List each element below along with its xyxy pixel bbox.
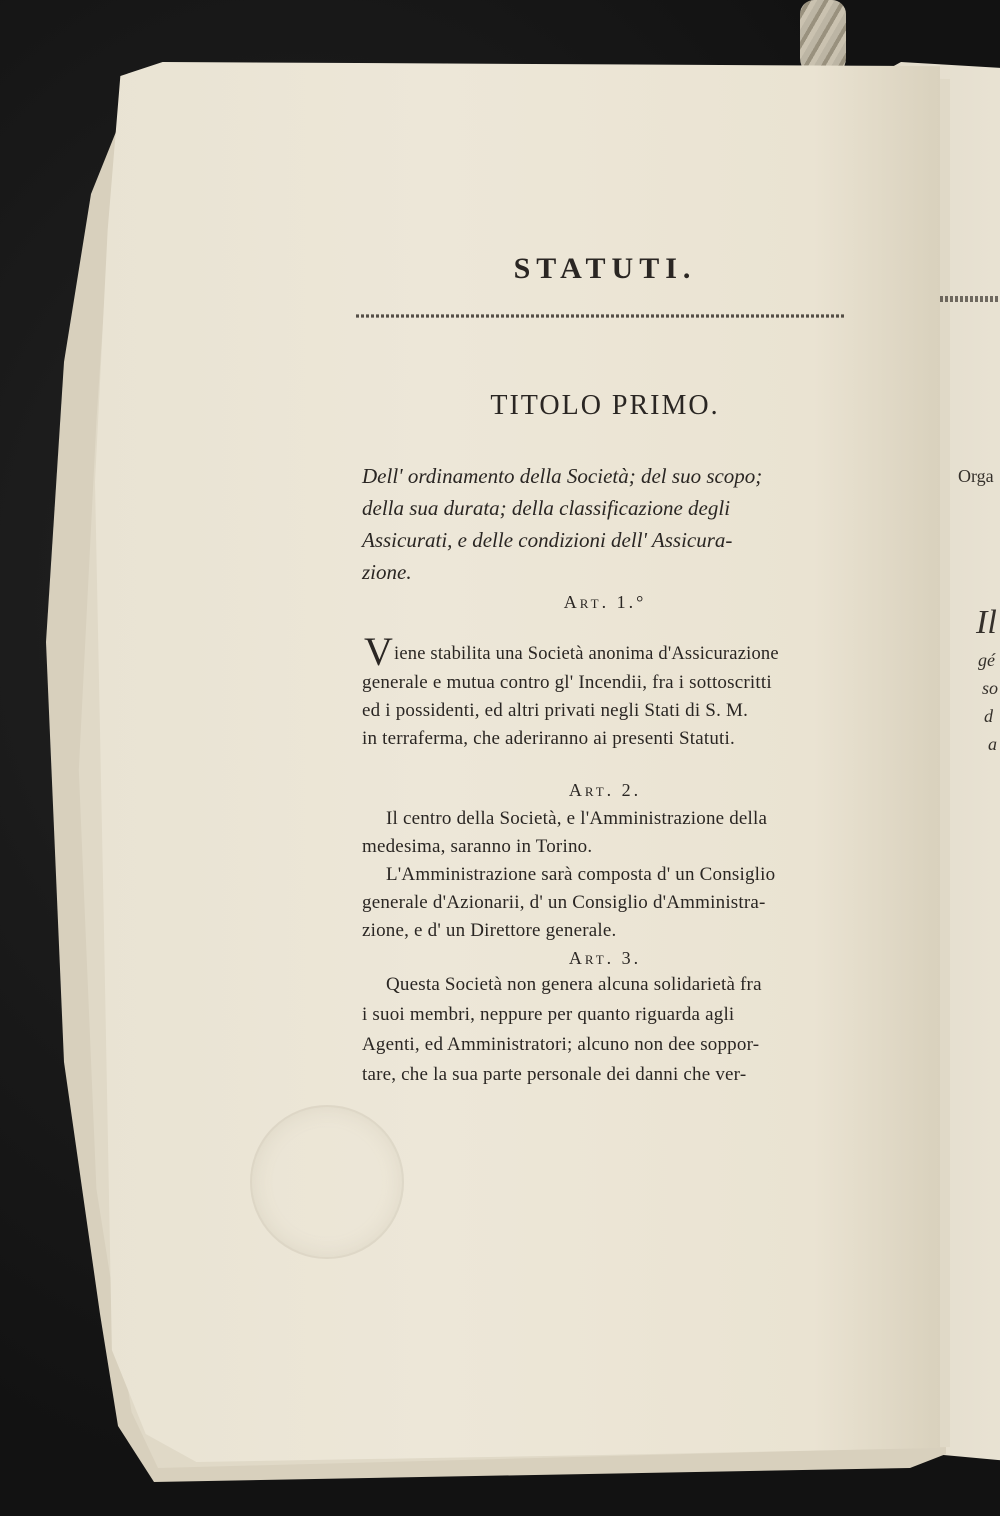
right-page-fragment: Orga [958,466,994,486]
article-3-line: i suoi membri, neppure per quanto riguarda agli [362,1004,735,1025]
article-2-line: L'Amministrazione sarà composta d' un Consiglio [386,864,776,885]
embossed-seal [250,1105,404,1259]
right-page-fragment: gé [978,650,995,670]
subtitle-line: Assicurati, e delle condizioni dell' Assicura- [362,528,733,552]
article-2-line: zione, e d' un Direttore generale. [362,920,617,941]
right-page-fragment: d [984,706,993,726]
article-3-heading: Art. 3. [568,948,642,968]
article-2-heading: Art. 2. [568,780,642,800]
article-1-line: in terraferma, che aderiranno ai presenti Statuti. [362,728,735,749]
right-page-rule [940,296,1000,302]
subtitle-line: Dell' ordinamento della Società; del suo scopo; [362,464,763,488]
article-3-line: tare, che la sua parte personale dei danni che ver- [362,1064,747,1085]
article-1-heading: Art. 1.° [563,592,647,612]
right-page-fragment: Il [976,604,997,641]
article-1-line: ed i possidenti, ed altri privati negli Stati di S. M. [362,700,749,721]
article-1-line: iene stabilita una Società anonima d'Assicurazione [394,644,779,664]
right-page-fragment: a [988,734,997,754]
subtitle-line: zione. [362,560,412,584]
page-header: STATUTI. [513,252,697,285]
section-title: TITOLO PRIMO. [490,390,720,421]
article-2-line: Il centro della Società, e l'Amministrazione della [386,808,768,829]
section-subtitle [362,460,848,588]
subtitle-line: della sua durata; della classificazione degli [362,496,731,520]
article-3-line: Agenti, ed Amministratori; alcuno non dee soppor- [362,1034,760,1055]
article-3-line: Questa Società non genera alcuna solidarietà fra [386,974,762,995]
drop-cap: V [364,629,393,674]
article-2-line: generale d'Azionarii, d' un Consiglio d'Amministra- [362,892,766,913]
article-1-line: generale e mutua contro gl' Incendii, fra i sottoscritti [362,672,772,693]
article-2-line: medesima, saranno in Torino. [362,836,593,857]
right-page-fragment: so [982,678,999,698]
